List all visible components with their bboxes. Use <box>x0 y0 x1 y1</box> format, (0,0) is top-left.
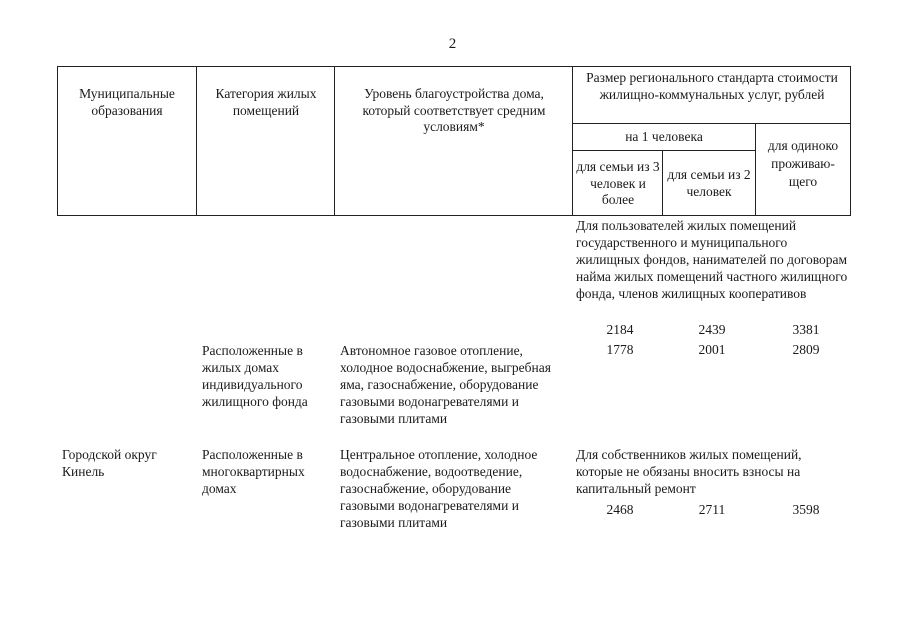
page-number: 2 <box>448 36 457 52</box>
header-municipal: Муниципальные образования <box>79 86 175 118</box>
row2-category: Расположенные в жилых домах индивидуального жилищного фонда <box>202 343 308 409</box>
header-divider-3 <box>572 66 573 216</box>
group1-value-family3: 2184 <box>606 322 634 337</box>
header-family3: для семьи из 3 человек и более <box>576 159 660 207</box>
group1-value-single: 3381 <box>792 322 820 337</box>
row3-value-family2: 2711 <box>698 502 726 517</box>
header-level: Уровень благоустройства дома, который соответствует средним условиям* <box>362 86 546 134</box>
header-divider-5 <box>755 123 756 216</box>
row3-municipal: Городской округ Кинель <box>62 447 157 479</box>
header-border-left <box>57 66 58 216</box>
header-per-person: на 1 человека <box>625 129 703 144</box>
header-sub-border <box>572 150 755 151</box>
header-standard-size: Размер регионального стандарта стоимости жилищно-коммунальных услуг, рублей <box>586 70 838 102</box>
header-family2: для семьи из 2 человек <box>667 167 751 199</box>
row2-level: Автономное газовое отопление, холодное водоснабжение, выгребная яма, газоснабжение, оборудование газовыми водонагревателями и газовыми плитами <box>340 343 551 426</box>
header-divider-2 <box>334 66 335 216</box>
row3-value-single: 3598 <box>792 502 820 517</box>
header-bottom-border <box>57 215 851 216</box>
header-category: Категория жилых помещений <box>215 86 317 118</box>
row2-value-single: 2809 <box>792 342 820 357</box>
row3-category: Расположенные в многоквартирных домах <box>202 447 305 496</box>
row2-value-family2: 2001 <box>698 342 726 357</box>
row3-level: Центральное отопление, холодное водоснабжение, водоотведение, газоснабжение, оборудование газовыми водонагревателями и газовыми плитами <box>340 447 538 530</box>
header-mid-border <box>572 123 851 124</box>
row3-value-family3: 2468 <box>606 502 634 517</box>
row3-note: Для собственников жилых помещений, которые не обязаны вносить взносы на капитальный ремонт <box>576 447 802 496</box>
header-border-right <box>850 66 851 216</box>
header-divider-4 <box>662 150 663 216</box>
header-single: для одиноко проживаю-щего <box>767 138 839 189</box>
row2-value-family3: 1778 <box>606 342 634 357</box>
header-top-border <box>57 66 851 67</box>
group1-note: Для пользователей жилых помещений государственного и муниципального жилищных фондов, нанимателей по договорам найма жилых помещений частного жилищного фонда, членов жилищных кооперативов <box>576 218 848 301</box>
group1-value-family2: 2439 <box>698 322 726 337</box>
header-divider-1 <box>196 66 197 216</box>
